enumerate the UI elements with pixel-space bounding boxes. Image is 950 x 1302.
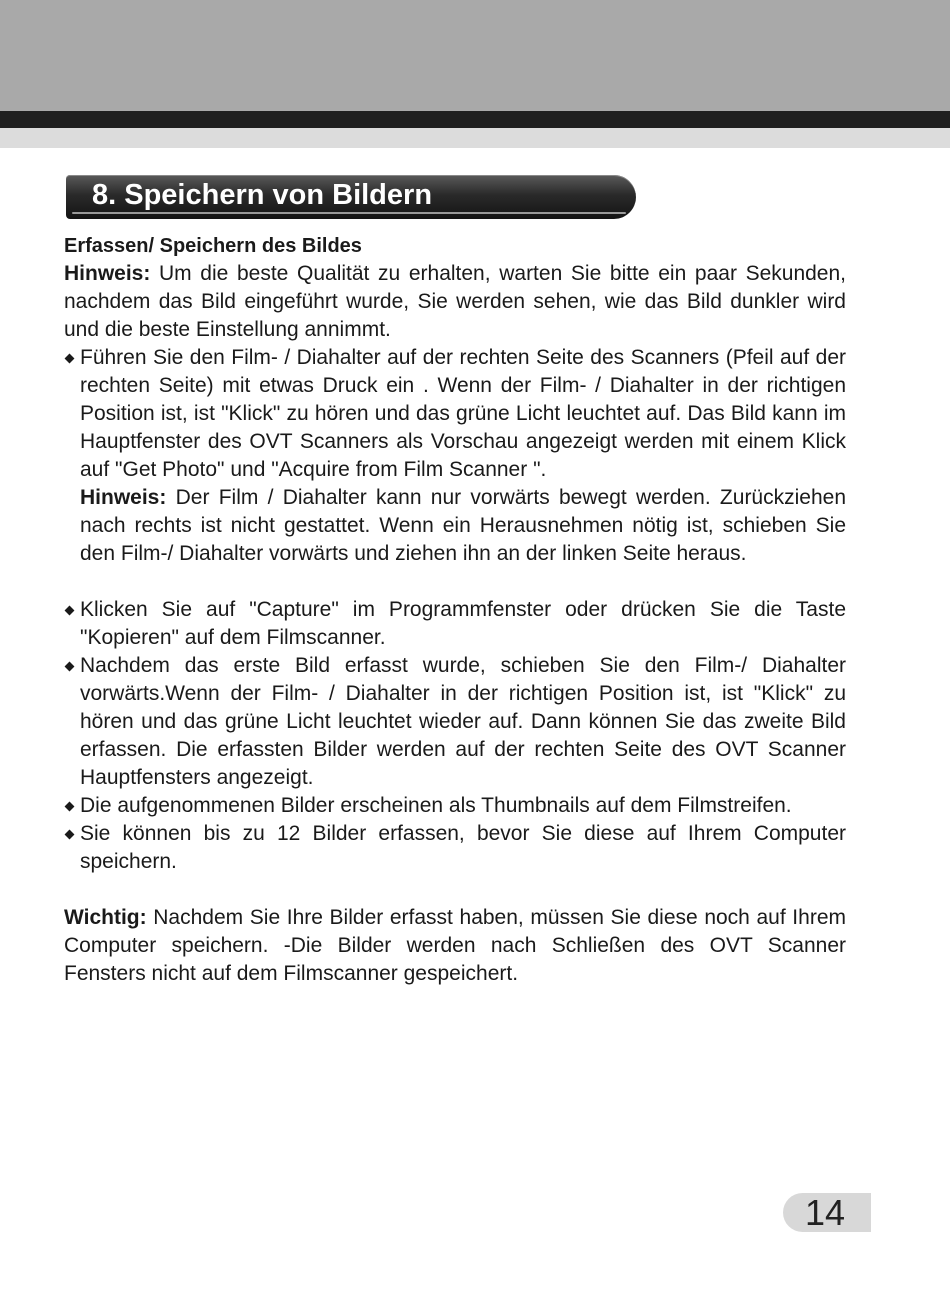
note-paragraph bbox=[64, 260, 846, 344]
important-label: Wichtig: bbox=[64, 906, 147, 929]
bullet-item bbox=[64, 792, 846, 820]
page-number: 14 bbox=[805, 1192, 846, 1233]
bullet-text: Nachdem das erste Bild erfasst wurde, schieben Sie den Film-/ Diahalter vorwärts.Wenn der Film- / Diahalter in der richtigen Position ist, ist "Klick" zu hören und das grüne Licht leuchtet wieder auf. Dann können Sie das zweite Bild erfassen. Die erfassten Bilder werden auf der rechten Seite des OVT Scanner Hauptfensters angezeigt. bbox=[80, 654, 846, 789]
diamond-bullet-icon bbox=[65, 354, 75, 364]
bullet-item bbox=[64, 596, 846, 652]
spacer bbox=[64, 568, 846, 596]
sub-heading: Erfassen/ Speichern des Bildes bbox=[64, 235, 362, 257]
section-title: 8. Speichern von Bildern bbox=[92, 179, 433, 211]
bullet-text: Klicken Sie auf "Capture" im Programmfenster oder drücken Sie die Taste "Kopieren" auf dem Filmscanner. bbox=[80, 598, 846, 649]
important-text: Nachdem Sie Ihre Bilder erfasst haben, müssen Sie diese noch auf Ihrem Computer speichern. -Die Bilder werden nach Schließen des OVT Scanner Fensters nicht auf dem Filmscanner gespeichert. bbox=[64, 906, 846, 985]
page-number-badge bbox=[783, 1193, 871, 1232]
spacer bbox=[64, 876, 846, 904]
note-label: Hinweis: bbox=[80, 486, 167, 509]
bullet-text: Sie können bis zu 12 Bilder erfassen, bevor Sie diese auf Ihrem Computer speichern. bbox=[80, 822, 846, 873]
important-paragraph bbox=[64, 904, 846, 988]
note-text: Der Film / Diahalter kann nur vorwärts bewegt werden. Zurückziehen nach rechts ist nicht gestattet. Wenn ein Herausnehmen nötig ist, schieben Sie den Film-/ Diahalter vorwärts und ziehen ihn an der linken Seite heraus. bbox=[80, 486, 846, 565]
indented-note-paragraph bbox=[64, 484, 846, 568]
header-gray-band bbox=[0, 0, 950, 111]
bullet-text: Die aufgenommenen Bilder erscheinen als Thumbnails auf dem Filmstreifen. bbox=[80, 794, 792, 817]
bullet-item bbox=[64, 652, 846, 792]
note-label: Hinweis: bbox=[64, 262, 151, 285]
bullet-text: Führen Sie den Film- / Diahalter auf der rechten Seite des Scanners (Pfeil auf der rechten Seite) mit etwas Druck ein . Wenn der Film- / Diahalter in der richtigen Position ist, ist "Klick" zu hören und das grüne Licht leuchtet auf. Das Bild kann im Hauptfenster des OVT Scanners als Vorschau angezeigt werden mit einem Klick auf "Get Photo" und "Acquire from Film Scanner ". bbox=[80, 346, 846, 481]
note-text: Um die beste Qualität zu erhalten, warten Sie bitte ein paar Sekunden, nachdem das Bild eingeführt wurde, Sie werden sehen, wie das Bild dunkler wird und die beste Einstellung annimmt. bbox=[64, 262, 846, 341]
section-title-bar bbox=[66, 175, 636, 219]
header-light-stripe bbox=[0, 128, 950, 148]
diamond-bullet-icon bbox=[65, 830, 75, 840]
diamond-bullet-icon bbox=[65, 802, 75, 812]
main-content bbox=[64, 232, 846, 988]
bullet-item bbox=[64, 820, 846, 876]
diamond-bullet-icon bbox=[65, 662, 75, 672]
diamond-bullet-icon bbox=[65, 606, 75, 616]
bullet-item bbox=[64, 344, 846, 484]
header-dark-stripe bbox=[0, 111, 950, 128]
